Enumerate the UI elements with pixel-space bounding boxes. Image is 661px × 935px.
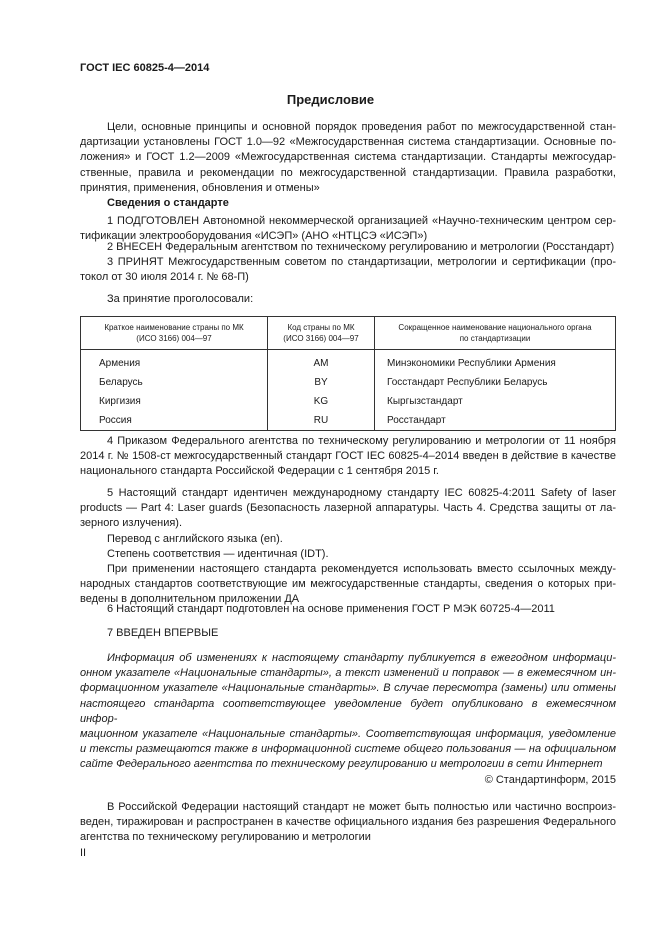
table-header-code [268, 317, 375, 350]
table-header-row [81, 317, 616, 350]
item-2-line: 2 ВНЕСЕН Федеральным агентством по техническому регулированию и метрологии (Росстандарт) [107, 241, 615, 253]
item-6-line: 6 Настоящий стандарт подготовлен на основе применения ГОСТ Р МЭК 60725-4—2011 [107, 603, 555, 615]
header-line: по стандартизации [459, 334, 531, 343]
note-line: онном указателе «Национальные стандарты», а текст изменений и поправок — в ежемесячном ин- [80, 667, 616, 680]
item-6 [80, 602, 616, 617]
legal-line: В Российской Федерации настоящий стандарт не может быть полностью или частично воспроиз- [107, 801, 616, 813]
cell-body: Минэкономики Республики Армения [375, 350, 616, 374]
translation-note [80, 532, 616, 547]
header-line: (ИСО 3166) 004—97 [283, 334, 359, 343]
copyright: © Стандартинформ, 2015 [484, 774, 616, 786]
item-4-line: 2014 г. № 1508-ст межгосударственный стандарт ГОСТ IEC 60825-4–2014 введен в действие в качестве [80, 450, 616, 463]
item-3-line: токол от 30 июля 2014 г. № 68-П) [80, 271, 249, 284]
item-4-line: национального стандарта Российской Федерации с 1 сентября 2015 г. [80, 465, 439, 478]
table-row [81, 411, 616, 431]
cell-code: RU [268, 411, 375, 431]
table-row [81, 373, 616, 392]
refs-line: ведены в дополнительном приложении ДА [80, 593, 300, 606]
intro-line: ственные, правила и рекомендации по межгосударственной стандартизации. Правила разработки, [80, 166, 616, 179]
item-4 [80, 434, 616, 480]
cell-code: BY [268, 373, 375, 392]
intro-paragraph [80, 120, 616, 196]
cell-body: Госстандарт Республики Беларусь [375, 373, 616, 392]
item-5-line: 5 Настоящий стандарт идентичен международному стандарту IEC 60825-4:2011 Safety of laser [107, 487, 616, 499]
info-heading-text: Сведения о стандарте [107, 197, 229, 209]
item-1-line: тификации электрооборудования «ИСЭП» (АНО «НТЦСЭ «ИСЭП») [80, 230, 428, 243]
info-heading [80, 196, 616, 211]
cell-country: Беларусь [81, 373, 268, 392]
header-line: Код страны по МК [287, 323, 355, 332]
voting-table [80, 316, 616, 431]
table-row [81, 350, 616, 374]
note-line: настоящего стандарта соответствующее уведомление будет опубликовано в ежемесячном инфор- [80, 697, 616, 725]
cell-body: Росстандарт [375, 411, 616, 431]
cell-code: KG [268, 392, 375, 411]
intro-line: дартизации установлены ГОСТ 1.0—92 «Межгосударственная система стандартизации. Основные по- [80, 136, 616, 149]
table-row [81, 392, 616, 411]
publication-info-note [80, 651, 616, 773]
legal-line: агентства по техническому регулированию и метрологии [80, 831, 371, 844]
legal-line: веден, тиражирован и распространен в качестве официального издания без разрешения Федерального [80, 816, 616, 829]
cell-country: Армения [81, 350, 268, 374]
cell-body: Кыргызстандарт [375, 392, 616, 411]
note-line: и тексты размещаются также в информационной системе общего пользования — на официальном [80, 743, 616, 756]
cell-country: Киргизия [81, 392, 268, 411]
item-5-line: products — Part 4: Laser guards (Безопасность лазерной аппаратуры. Часть 4. Средства защиты от ла- [80, 502, 616, 515]
item-5 [80, 486, 616, 532]
intro-line: принятия, применения, обновления и отмены» [80, 181, 320, 194]
item-4-line: 4 Приказом Федерального агентства по техническому регулированию и метрологии от 11 ноября [107, 435, 616, 447]
translation-text: Перевод с английского языка (en). [107, 533, 283, 545]
conformity-note [80, 547, 616, 562]
voted-label [80, 292, 616, 307]
item-7-line: 7 ВВЕДЕН ВПЕРВЫЕ [107, 627, 219, 639]
table-header-body [375, 317, 616, 350]
voted-text: За принятие проголосовали: [107, 293, 254, 305]
note-line: Информация об изменениях к настоящему стандарту публикуется в ежегодном информаци- [107, 652, 616, 664]
legal-notice [80, 800, 616, 846]
cell-country: Россия [81, 411, 268, 431]
item-2 [80, 240, 616, 255]
references-paragraph [80, 562, 616, 608]
refs-line: При применении настоящего стандарта рекомендуется использовать вместо ссылочных между- [107, 563, 616, 575]
item-7 [80, 626, 616, 641]
intro-line: Цели, основные принципы и основной порядок проведения работ по межгосударственной стан- [107, 121, 616, 133]
item-3 [80, 255, 616, 285]
note-line: мационном указателе «Национальные стандарты». Соответствующая информация, уведомление [80, 728, 616, 741]
item-5-line: зерного излучения). [80, 517, 183, 530]
header-line: (ИСО 3166) 004—97 [136, 334, 212, 343]
item-3-line: 3 ПРИНЯТ Межгосударственным советом по стандартизации, метрологии и сертификации (про- [107, 256, 616, 268]
note-line: сайте Федерального агентства по техническому регулированию и метрологии в сети Интернет [80, 758, 603, 771]
page-number: II [80, 847, 87, 859]
table-header-country [81, 317, 268, 350]
header-line: Сокращенное наименование национального органа [398, 323, 592, 332]
cell-code: AM [268, 350, 375, 374]
refs-line: народных стандартов соответствующие им межгосударственные стандарты, сведения о которых при- [80, 578, 616, 591]
intro-line: ложения» и ГОСТ 1.2—2009 «Межгосударственная система стандартизации. Стандарты межгосудар- [80, 151, 616, 164]
item-1-line: 1 ПОДГОТОВЛЕН Автономной некоммерческой организацией «Научно-техническим центром сер- [107, 215, 616, 227]
page-title: Предисловие [286, 92, 375, 107]
note-line: формационном указателе «Национальные стандарты». В случае пересмотра (замены) или отмены [80, 682, 616, 695]
conformity-text: Степень соответствия — идентичная (IDT). [107, 548, 329, 560]
standard-code: ГОСТ IEC 60825-4—2014 [80, 62, 210, 74]
header-line: Краткое наименование страны по МК [104, 323, 244, 332]
